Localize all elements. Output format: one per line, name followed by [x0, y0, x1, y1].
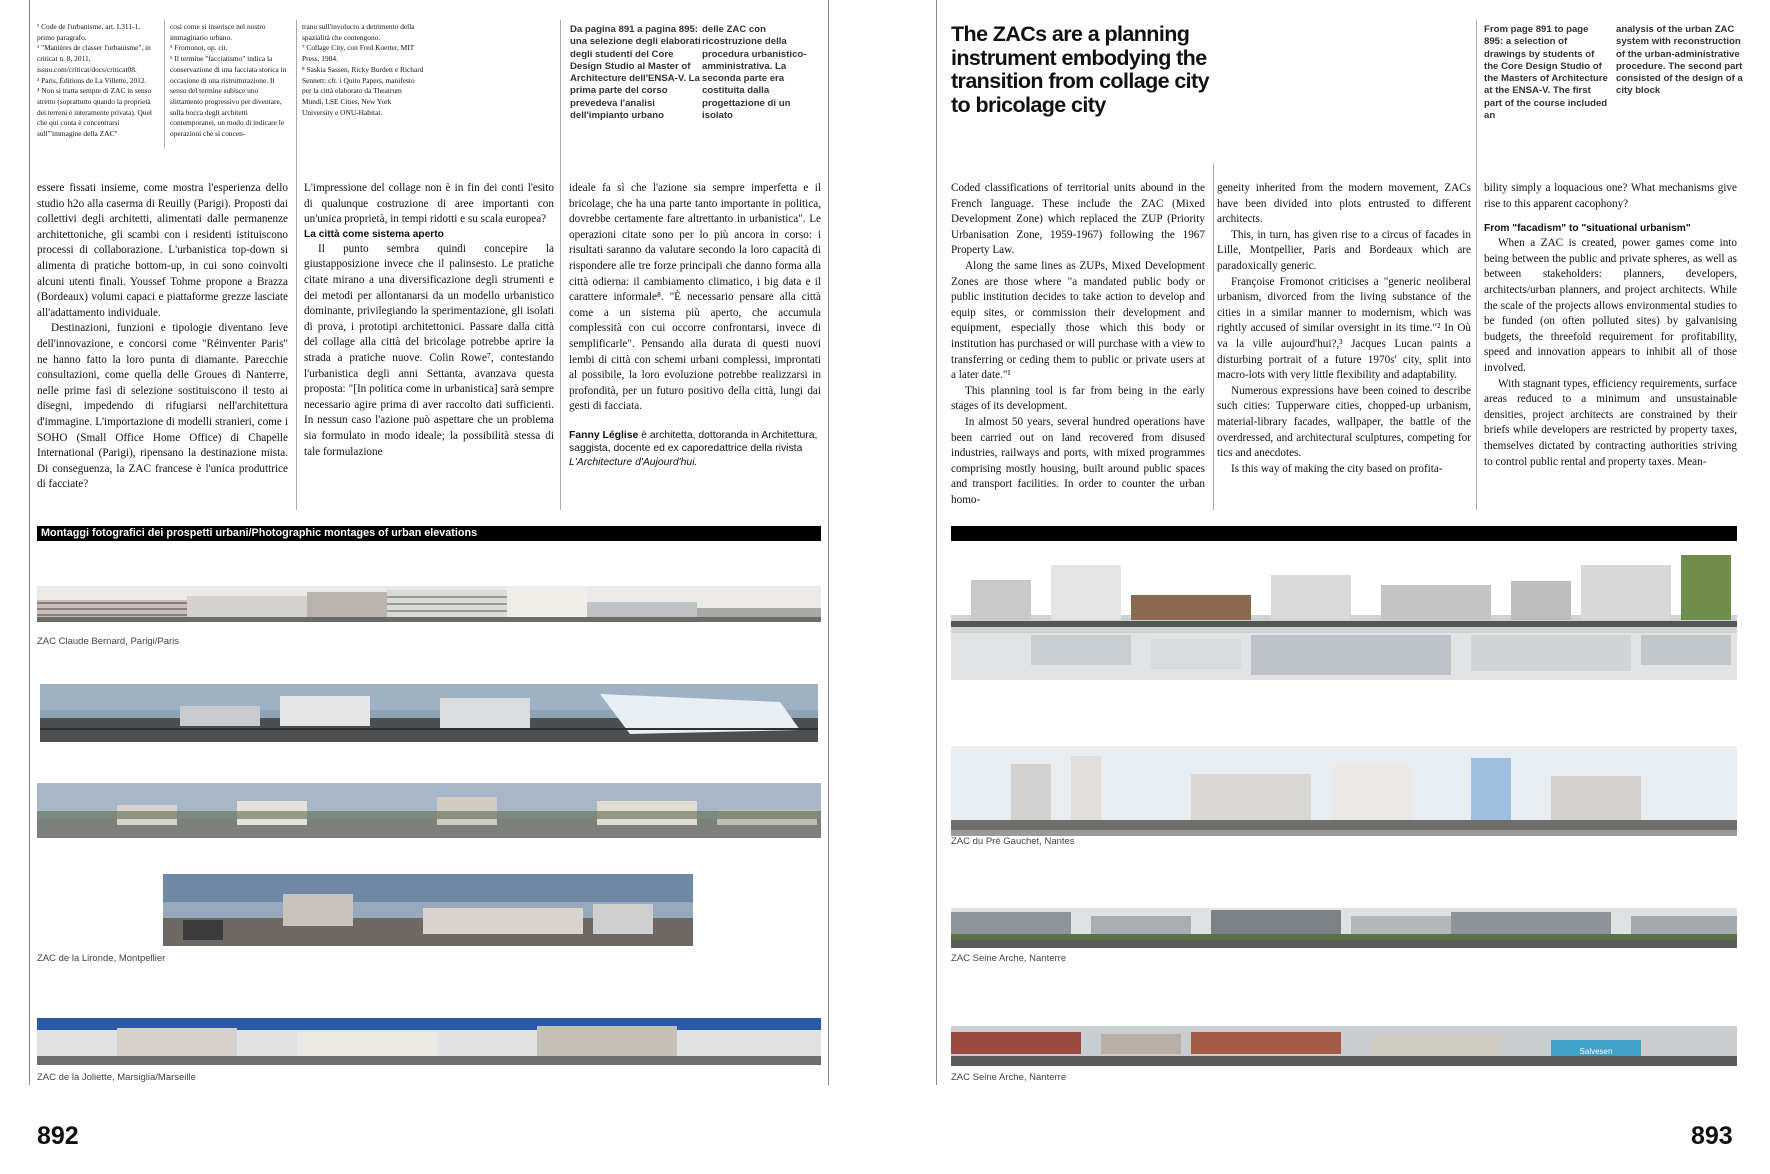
paragraph: Along the same lines as ZUPs, Mixed Development Zones are those where "a mandated public body or public institution decides to take action to develop and equip sites, or commission their development and equipment, especially those which this body or institution has purchased or will purchase with a view to transferring or ceding them to public or private users at a later date."¹: [951, 259, 1205, 382]
footnote: ¹ Code de l'urbanisme, art. L311-1, primo paragrafo.: [37, 22, 141, 42]
left-margin-rule: [29, 0, 30, 1085]
paragraph: When a ZAC is created, power games come into being between the public and private spheres, as well as between stakeholders: planners, developers, architects/urban planners, and project architects. While the scale of the projects allows environmental studies to be funded (on often polluted sites) by galvanising budgets, the threefold requirement for profitability, speed and innovation appears to inhibit all of those involved.: [1484, 237, 1737, 374]
montage-label: ZAC du Pré Gauchet, Nantes: [951, 836, 1075, 847]
author-bio-text: è architetta, dottoranda in Architettura, saggista, docente ed ex caporedattrice della rivista: [569, 429, 818, 455]
paragraph: ideale fa sì che l'azione sia sempre imperfetta e il bricolage, che ha una parte tanto importante in politica, dovrebbe certamente fare altrettanto in urbanistica". Le operazioni citate sono per lo più ancora in corso: i risultati saranno da valutare secondo la loro capacità di rispondere alle tre forze principali che danno forma alla città odierna: il cambiamento climatico, i big data e il carattere informale⁸. "È necessario pensare alla città come a un sistema più aperto, che accumula complessità con cui occorre confrontarsi, invece di semplificarle". Pensando alla durata di questi nuovi lembi di città con schemi urbani complessi, improntati al possibile, la loro evoluzione potrebbe realizzarsi in profondità, per un futuro positivo della città, lungi dai gesti di facciata.: [569, 182, 821, 413]
footnote: ³ Paris, Éditions de La Villette, 2012.: [37, 75, 147, 85]
right-gutter-rule: [936, 0, 937, 1085]
author-name: Fanny Léglise: [569, 429, 639, 441]
truck-text: Salvesen: [1579, 1047, 1613, 1056]
body-col-2: [1217, 181, 1471, 477]
footnotes-col-3: [302, 22, 424, 118]
montage-seine-arche-b: [951, 1026, 1737, 1066]
montage-pre-gauchet-a: [951, 555, 1737, 680]
paragraph: Il punto sembra quindi concepire la giustapposizione invece che il palinsesto. Le pratiche citate mirano a una diversificazione degli strumenti e dei metodi per allontanarsi da un modello urbanistico dominante, privilegiando la sperimentazione, gli isolati di prova, i prototipi architettonici. Passare dalla città del collage alla città del bricolage potrebbe aprire la strada a pratiche nuove. Colin Rowe⁷, contestando l'urbanistica degli anni Settanta, avanzava questa proposta: "[In politica come in urbanistica] sarà sempre necessario agire prima di aver raccolto dati sufficienti. In nessun caso l'azione può aspettare che un problema sia formulato in modo ideale; la possibilità stessa di tale formulazione: [304, 242, 554, 458]
paragraph: essere fissati insieme, come mostra l'esperienza dello studio h2o alla caserma di Reuilly (Parigi). Proposti dai collettivi degli architetti, alimentati dalle permanenze architettoniche, gli scambi con i residenti istituiscono processi di collaborazione. L'urbanistica top-down si alimenta di pratiche bottom-up, in cui sono coinvolti alcuni utenti finali. Youssef Tohme propone a Brazza (Bordeaux) volumi capaci e piattaforme grezze lasciate all'adattamento individuale.: [37, 182, 288, 319]
column-rule: [296, 20, 297, 510]
column-rule: [1213, 163, 1214, 510]
footnote: ⁴ Non si tratta sempre di ZAC in senso stretto (soprattutto quando la proprietà dei terreni è interamente privata). Quel che qui conta è concentrarsi sull'"immagine della ZAC": [37, 86, 152, 139]
author-bio: [569, 429, 821, 470]
paragraph: Is this way of making the city based on profita-: [1231, 462, 1443, 475]
montage-joliette: [37, 1018, 821, 1065]
body-col-1: [951, 181, 1205, 508]
footnote: così come si inserisce nel nostro immaginario urbano.: [170, 22, 266, 42]
footnote: ² "Manières de classer l'urbanisme", in criticat n. 8, 2011, issuu.com/criticat/docs/criticat08.: [37, 43, 151, 74]
article-title: The ZACs are a planning instrument embodying the transition from collage city to bricolage city: [951, 22, 1209, 117]
column-rule: [1476, 20, 1477, 510]
montage-lironde: [163, 874, 693, 946]
left-gutter-rule: [828, 0, 829, 1085]
body-col-2: [304, 181, 554, 460]
paragraph: L'impressione del collage non è in fin dei conti l'esito di qualunque costruzione di aree importanti con un'unica proprietà, in tempi ridotti e su scala europea?: [304, 182, 554, 226]
page-number: 893: [1691, 1122, 1733, 1150]
image-caption-en-1: From page 891 to page 895: a selection of drawings by students of the Core Design Studio of the Masters of Architecture at the ENSA-V. The first part of the course included an: [1484, 24, 1608, 122]
footnotes-col-2: [170, 22, 290, 140]
body-col-3: [1484, 181, 1737, 470]
montage-strip-3: [37, 783, 821, 838]
montage-label: ZAC Claude Bernard, Parigi/Paris: [37, 636, 180, 647]
column-rule: [164, 20, 165, 148]
paragraph: This, in turn, has given rise to a circus of facades in Lille, Montpellier, Paris and Bordeaux which are paradoxically generic.: [1217, 228, 1471, 272]
footnote: ⁶ Il termine "facciatismo" indica la conservazione di una facciata storica in occasione di una ristrutturazione. Il senso del termine subisce uno slittamento progressivo per diventare, sulla bocca degli architetti contemporanei, un modo di indicare le operazioni che si concen-: [170, 54, 287, 139]
montage-strip-2: [40, 684, 818, 742]
montage-label: ZAC de la Joliette, Marsiglia/Marseille: [37, 1072, 196, 1083]
montage-claude-bernard: [37, 586, 821, 622]
body-col-1: [37, 181, 288, 493]
paragraph: Numerous expressions have been coined to describe such cities: Tupperware cities, chopped-up urbanism, material-library facades, wallpaper, the battle of the overdressed, and architectural sculptures, competing for tics and anecdotes.: [1217, 384, 1471, 460]
footnote: ⁷ Collage City, con Fred Koetter, MIT Press, 1984.: [302, 43, 415, 64]
body-col-3: [569, 181, 821, 469]
image-caption-en-2: analysis of the urban ZAC system with reconstruction of the urban-administrative procedure. The second part consisted of the design of a city block: [1616, 24, 1743, 97]
section-heading: La città come sistema aperto: [304, 228, 444, 240]
paragraph: Françoise Fromonot criticises a "generic neoliberal urbanism, divorced from the living substance of the cities in a similar manner to modernism, which was rightly accused of similar oversight in its time."² In Où va la ville aujourd'hui?,³ Jacques Lucan paints a disturbing portrait of a future 1970s' city, split into macro-lots with very little flexibility and adaptability.: [1217, 275, 1471, 382]
paragraph: Coded classifications of territorial units abound in the French language. These include the ZAC (Mixed Development Zone) which replaced the ZUP (Priority Urbanisation Zone, 1959-1967) following the 1967 Property Law.: [951, 182, 1205, 257]
journal-name: L'Architecture d'Aujourd'hui.: [569, 456, 698, 468]
section-heading: From "facadism" to "situational urbanism": [1484, 223, 1691, 235]
montage-pre-gauchet-b: [951, 746, 1737, 836]
page-number: 892: [37, 1122, 79, 1150]
paragraph: In almost 50 years, several hundred operations have been carried out on land recovered from disused industries, railways and ports, with mixed programmes comprising mostly housing, built around public spaces and transport facilities. In order to counter the urban homo-: [951, 415, 1205, 506]
section-bar: Montaggi fotografici dei prospetti urbani/Photographic montages of urban elevations: [37, 526, 821, 541]
montage-seine-arche-a: [951, 908, 1737, 948]
paragraph: This planning tool is far from being in the early stages of its development.: [951, 384, 1205, 413]
right-page: [885, 0, 1770, 1174]
montage-label: ZAC de la Lironde, Montpellier: [37, 953, 166, 964]
image-caption-it-1: Da pagina 891 a pagina 895: una selezione degli elaborati degli studenti del Core Design Studio al Master of Architecture dell'ENSA-V. La prima parte del corso prevedeva l'analisi dell'impianto urbano: [570, 24, 701, 122]
image-caption-it-2: delle ZAC con ricostruzione della procedura urbanistico-amministrativa. La seconda parte era costituita dalla progettazione di un isolato: [702, 24, 807, 122]
paragraph: bility simply a loquacious one? What mechanisms give rise to this apparent cacophony?: [1484, 182, 1737, 210]
paragraph: With stagnant types, efficiency requirements, surface areas reduced to a minimum and unsustainable densities, project architects are constrained by their briefs while developers are restricted by property taxes, themselves dictated by contracting authorities striving to control public rental and property taxes. Mean-: [1484, 377, 1737, 468]
footnote: trano sull'involucro a detrimento della spazialità che contengono.: [302, 22, 415, 42]
footnotes-col-1: [37, 22, 157, 140]
montage-label: ZAC Seine Arche, Nanterre: [951, 953, 1067, 964]
paragraph: geneity inherited from the modern movement, ZACs have been divided into plots entrusted to different architects.: [1217, 182, 1471, 226]
montage-label: ZAC Seine Arche, Nanterre: [951, 1072, 1067, 1083]
section-bar-right: [951, 526, 1737, 541]
paragraph: Destinazioni, funzioni e tipologie diventano leve dell'innovazione, e concorsi come "Réinventer Paris" ne hanno fatto la loro punta di diamante. Parecchie consultazioni, come quella delle Groues di Nanterre, nelle prime fasi di selezione sostituiscono il testo ai disegni, impedendo di rifugiarsi nell'architettura d'immagine. L'importazione di modelli stranieri, come i SOHO (Small Office Home Office) di Chapelle International (Parigi), ripensano la destinazione mista. Di conseguenza, la ZAC francese è l'unica produttrice di facciate?: [37, 322, 288, 491]
footnote: ⁸ Saskia Sassen, Ricky Burdett e Richard Sennett: cfr. i Quito Papers, manifesto per la città elaborato da Theatrum Mundi, LSE Cities, New York University e ONU-Habitat.: [302, 64, 424, 117]
column-rule: [560, 20, 561, 510]
footnote: ⁵ Fromonot, op. cit.: [170, 43, 228, 53]
